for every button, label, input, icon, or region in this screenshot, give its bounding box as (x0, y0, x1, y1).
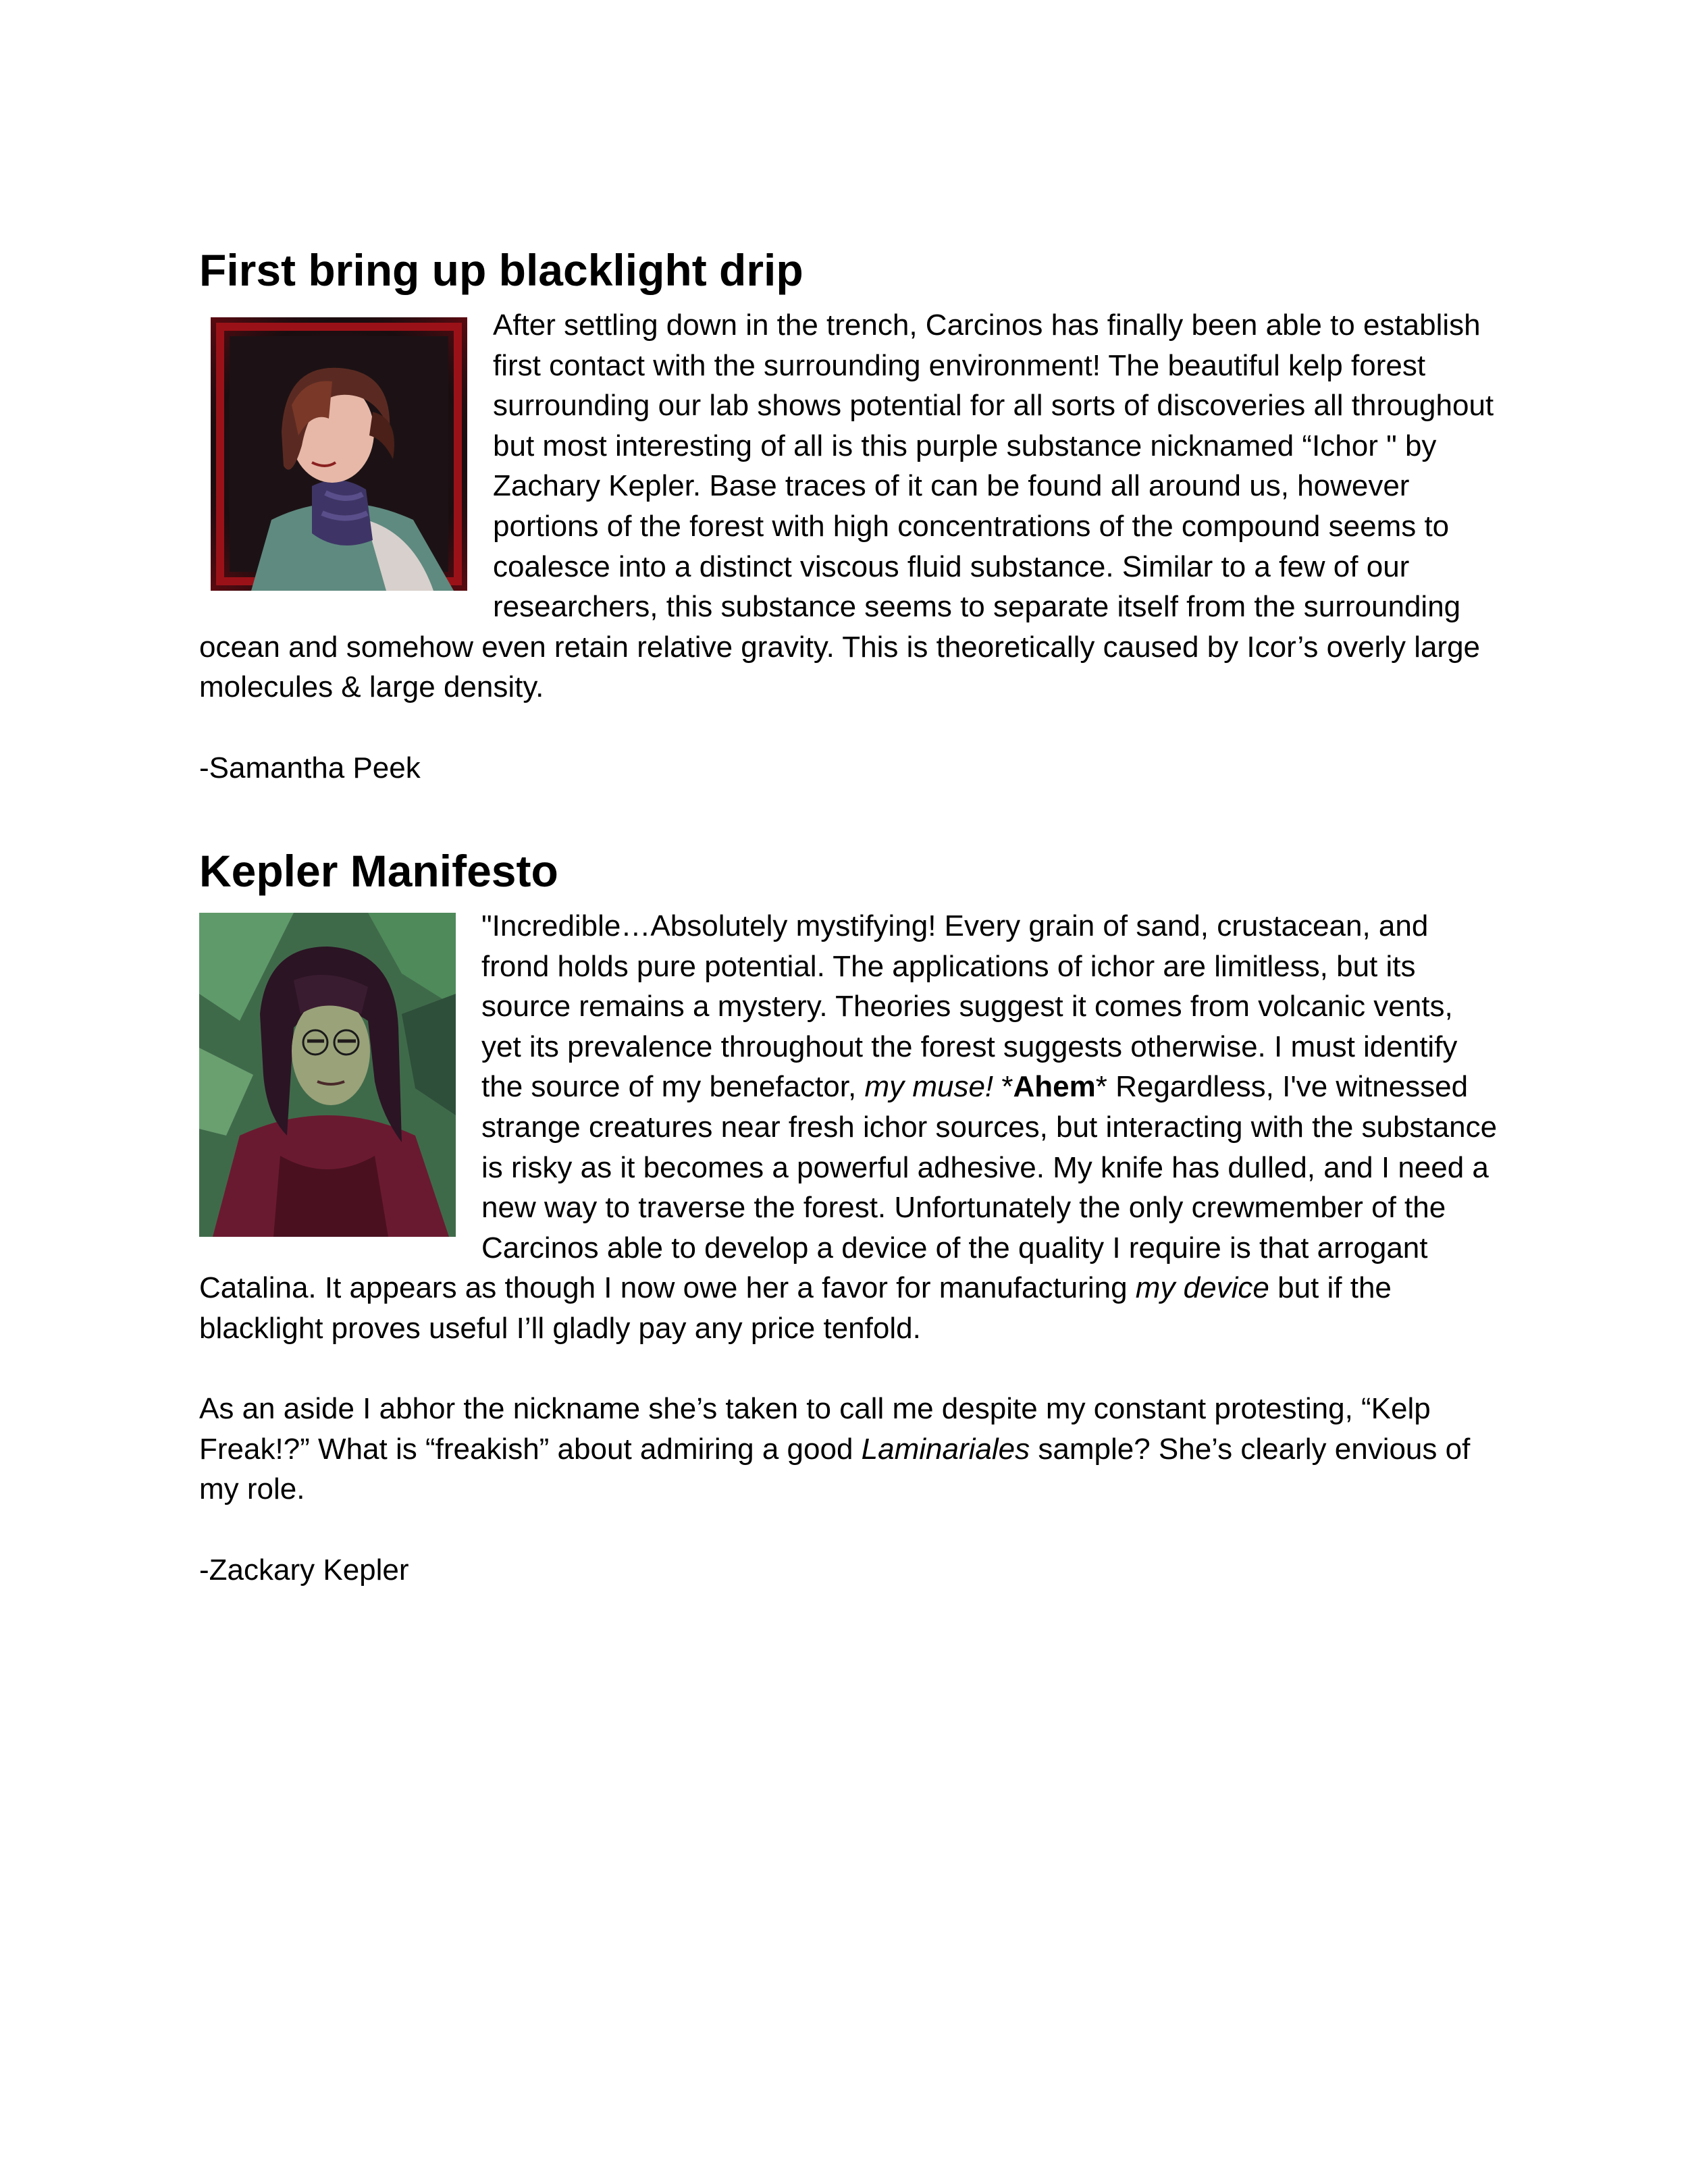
portrait-samantha-peek (211, 317, 467, 591)
body-text: but if the blacklight proves useful I’ll gladly pay any price tenfold. (199, 1271, 1392, 1345)
body-text: * Regardless, I've witnessed strange creatures near fresh ichor sources, but interacting with the substance is risky as it becomes a powerful adhesive. My knife has dulled, and I need a new way to traverse the forest. Unfortunately the only crewmember of the Carcinos able to develop a device of the quality I require is that arrogant Catalina. It appears as though I now owe her a favor for manufacturing (199, 1070, 1498, 1305)
body-italic: my device (1135, 1271, 1269, 1305)
document-page (199, 243, 1499, 1587)
paragraph-gap (199, 1510, 1499, 1550)
aside-paragraph (199, 1389, 1499, 1510)
body-italic: my muse! (864, 1070, 994, 1104)
body-text: * (993, 1070, 1013, 1104)
paragraph-gap (199, 1349, 1499, 1389)
signature: -Zackary Kepler (199, 1553, 409, 1587)
section-blacklight-drip (199, 243, 1499, 788)
section-title: Kepler Manifesto (199, 846, 558, 896)
body-italic: Laminariales (861, 1432, 1030, 1466)
paragraph-gap (199, 708, 1499, 748)
signature: -Samantha Peek (199, 751, 421, 784)
body-bold: Ahem (1013, 1070, 1096, 1104)
section-title: First bring up blacklight drip (199, 245, 803, 295)
body-text: "Incredible…Absolutely mystifying! Every grain of sand, crustacean, and frond holds pure potential. The applications of ichor are limitless, but its source remains a mystery. Theories suggest it comes from volcanic vents, yet its prevalence throughout the forest suggests otherwise. I must identify the source of my benefactor, (481, 909, 1458, 1104)
portrait-zackary-kepler (199, 913, 456, 1237)
section-kepler-manifesto (199, 844, 1499, 1590)
section-body: After settling down in the trench, Carcinos has finally been able to establish first contact with the surrounding environment! The beautiful kelp forest surrounding our lab shows potential for all sorts of discoveries all throughout but most interesting of all is this purple substance nicknamed “Ichor " by Zachary Kepler. Base traces of it can be found all around us, however portions of the forest with high concentrations of the compound seems to coalesce into a distinct viscous fluid substance. Similar to a few of our researchers, this substance seems to separate itself from the surrounding ocean and somehow even retain relative gravity. This is theoretically caused by Icor’s overly large molecules & large density. (199, 309, 1494, 704)
body-text: sample? She’s clearly envious of my role. (199, 1432, 1471, 1506)
body-text: As an aside I abhor the nickname she’s taken to call me despite my constant protesting, “Kelp Freak!?” What is “freakish” about admiring a good (199, 1392, 1431, 1466)
